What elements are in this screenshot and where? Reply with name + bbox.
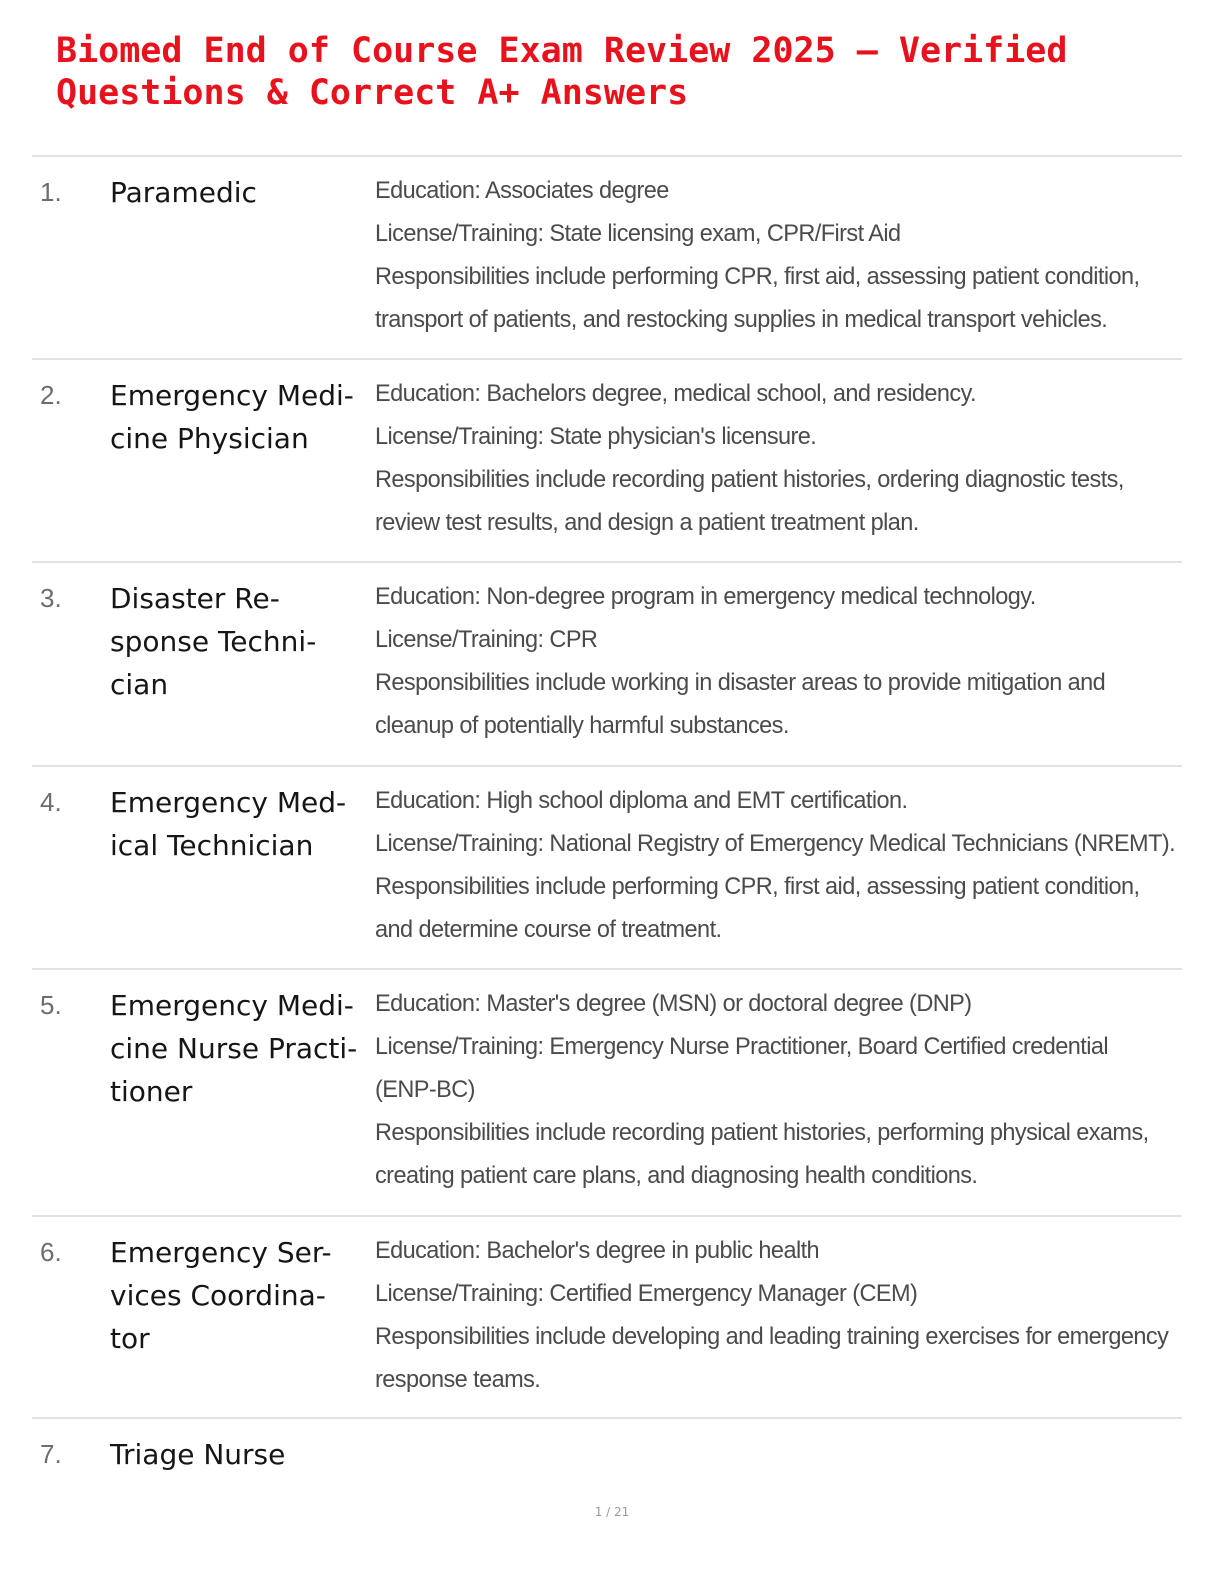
question-number: 4. — [40, 787, 62, 817]
question-term — [110, 577, 368, 706]
definition-line: transport of patients, and restocking supplies in medical transport vehicles. — [375, 306, 1108, 333]
term-line: Disaster Re- — [110, 582, 280, 615]
term-line: cine Nurse Practi- — [110, 1032, 358, 1065]
question-row — [32, 157, 1182, 360]
term-line: Triage Nurse — [110, 1438, 286, 1471]
term-line: Emergency Medi- — [110, 989, 354, 1022]
definition-line: Responsibilities include recording patient histories, ordering diagnostic tests, — [375, 466, 1124, 493]
definition-line: License/Training: National Registry of Emergency Medical Technicians (NREMT). — [375, 830, 1176, 857]
question-row — [32, 1217, 1182, 1419]
answer-definition — [375, 779, 1176, 951]
definition-line: Responsibilities include developing and leading training exercises for emergency — [375, 1323, 1169, 1350]
definition-line: review test results, and design a patient treatment plan. — [375, 509, 919, 536]
question-row — [32, 1419, 1182, 1489]
question-row — [32, 767, 1182, 970]
definition-line: Responsibilities include working in disaster areas to provide mitigation and — [375, 669, 1106, 696]
question-term — [110, 374, 368, 460]
question-row — [32, 970, 1182, 1217]
term-line: sponse Techni- — [110, 625, 317, 658]
question-number: 3. — [40, 583, 62, 613]
term-line: Emergency Ser- — [110, 1236, 332, 1269]
term-line: Paramedic — [110, 176, 257, 209]
answer-definition — [375, 169, 1143, 341]
term-line: vices Coordina- — [110, 1279, 326, 1312]
answer-definition — [375, 372, 1143, 544]
question-list — [32, 155, 1182, 1489]
answer-definition — [375, 575, 1143, 747]
term-line: Emergency Medi- — [110, 379, 354, 412]
page-title-line-2: Questions & Correct A+ Answers — [56, 73, 689, 113]
definition-line: and determine course of treatment. — [375, 916, 722, 943]
definition-line: License/Training: CPR — [375, 626, 598, 653]
question-number: 1. — [40, 177, 62, 207]
question-term — [110, 1433, 368, 1476]
question-term — [110, 171, 368, 214]
definition-line: creating patient care plans, and diagnosing health conditions. — [375, 1162, 978, 1189]
answer-definition — [375, 1229, 1169, 1401]
definition-line: License/Training: State physician's licensure. — [375, 423, 817, 450]
question-number: 7. — [40, 1439, 62, 1469]
question-term — [110, 1231, 368, 1360]
page-title — [56, 30, 1176, 114]
definition-line: (ENP-BC) — [375, 1076, 475, 1103]
definition-line: Education: Associates degree — [375, 177, 669, 204]
definition-line: Responsibilities include recording patient histories, performing physical exams, — [375, 1119, 1149, 1146]
definition-line: License/Training: Certified Emergency Manager (CEM) — [375, 1280, 918, 1307]
definition-line: cleanup of potentially harmful substances. — [375, 712, 789, 739]
question-number: 6. — [40, 1237, 62, 1267]
term-line: tioner — [110, 1075, 193, 1108]
term-line: Emergency Med- — [110, 786, 347, 819]
definition-line: Responsibilities include performing CPR, first aid, assessing patient condition, — [375, 263, 1140, 290]
term-line: ical Technician — [110, 829, 314, 862]
definition-line: response teams. — [375, 1366, 541, 1393]
question-term — [110, 984, 368, 1113]
term-line: cian — [110, 668, 169, 701]
question-term — [110, 781, 368, 867]
question-number: 2. — [40, 380, 62, 410]
question-row — [32, 360, 1182, 563]
question-row — [32, 563, 1182, 767]
definition-line: License/Training: State licensing exam, CPR/First Aid — [375, 220, 901, 247]
definition-line: License/Training: Emergency Nurse Practitioner, Board Certified credential — [375, 1033, 1109, 1060]
page-number: 1 / 21 — [594, 1505, 630, 1519]
page-title-line-1: Biomed End of Course Exam Review 2025 – Verified — [56, 31, 1068, 71]
definition-line: Education: High school diploma and EMT certification. — [375, 787, 908, 814]
definition-line: Education: Non-degree program in emergency medical technology. — [375, 583, 1036, 610]
answer-definition — [375, 982, 1149, 1197]
term-line: cine Physician — [110, 422, 309, 455]
definition-line: Education: Master's degree (MSN) or doctoral degree (DNP) — [375, 990, 972, 1017]
term-line: tor — [110, 1322, 150, 1355]
definition-line: Education: Bachelor's degree in public health — [375, 1237, 820, 1264]
definition-line: Responsibilities include performing CPR, first aid, assessing patient condition, — [375, 873, 1140, 900]
question-number: 5. — [40, 990, 62, 1020]
definition-line: Education: Bachelors degree, medical school, and residency. — [375, 380, 976, 407]
